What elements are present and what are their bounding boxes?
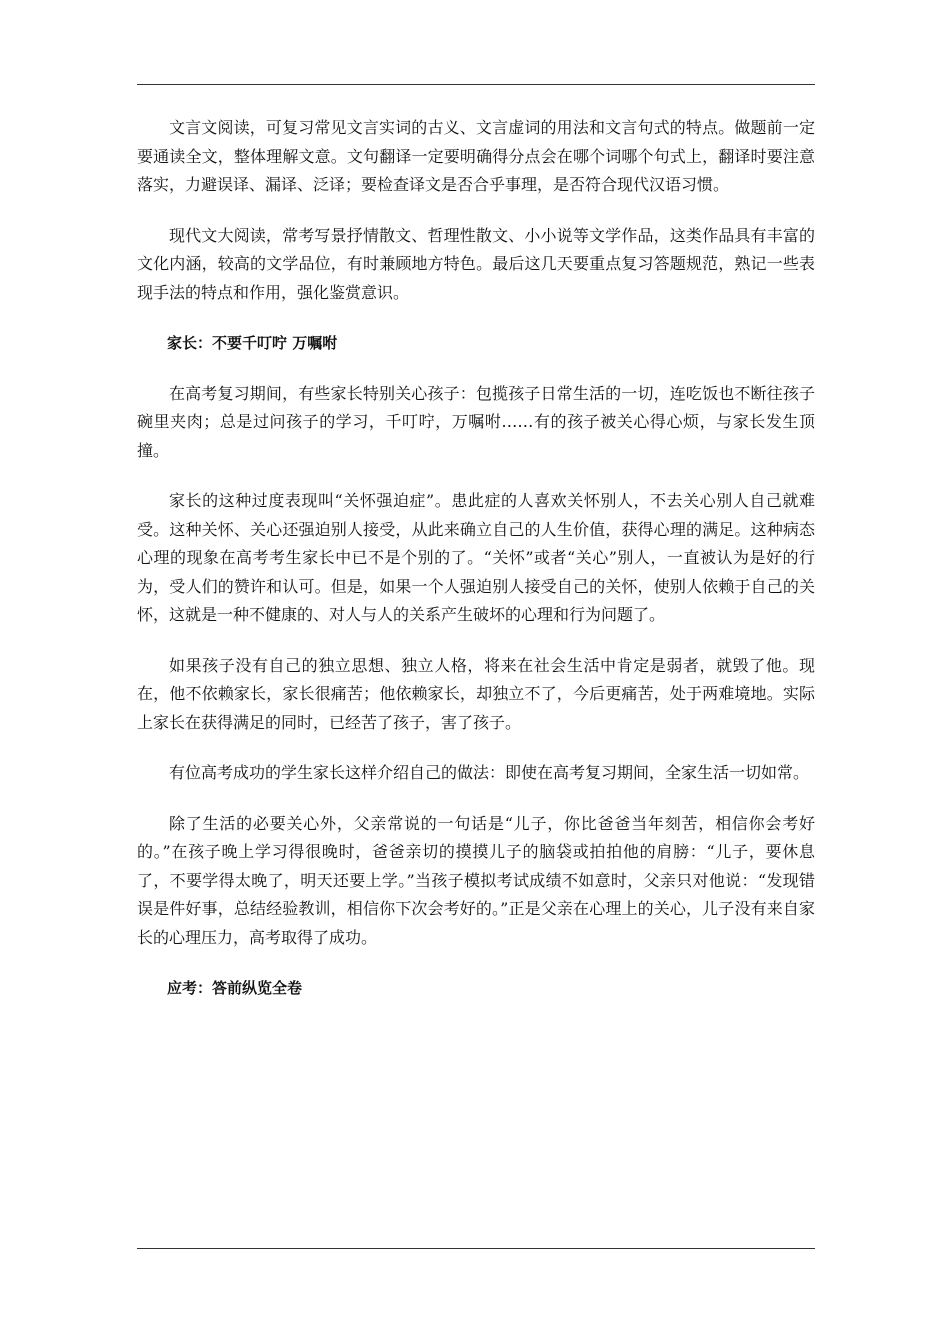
section-heading-parents: 家长：不要千叮咛 万嘱咐 [167,334,338,352]
paragraph-classical-chinese: 文言文阅读，可复习常见文言实词的古义、文言虚词的用法和文言句式的特点。做题前一定要通读全文，整体理解文意。文句翻译一定要明确得分点会在哪个词哪个句式上，翻译时要注意落实，力避误译、漏译、泛译；要检查译文是否合乎事理，是否符合现代汉语习惯。 [137,118,815,194]
paragraph-parents-1: 在高考复习期间，有些家长特别关心孩子：包揽孩子日常生活的一切，连吃饭也不断往孩子碗里夹肉；总是过问孩子的学习，千叮咛，万嘱咐……有的孩子被关心得心烦，与家长发生顶撞。 [137,383,815,460]
footer-rule [137,1248,815,1249]
paragraph-parents-5: 除了生活的必要关心外，父亲常说的一句话是“儿子，你比爸爸当年刻苦，相信你会考好的。”在孩子晚上学习得很晚时，爸爸亲切的摸摸儿子的脑袋或拍拍他的肩膀：“儿子，要休息了，不要学得太晚了，明天还要上学。”当孩子模拟考试成绩不如意时，父亲只对他说：“发现错误是件好事，总结经验教训，相信你下次会考好的。”正是父亲在心理上的关心，儿子没有来自家长的心理压力，高考取得了成功。 [137,813,815,947]
section-heading-exam: 应考：答前纵览全卷 [167,979,303,997]
paragraph-modern-reading: 现代文大阅读，常考写景抒情散文、哲理性散文、小小说等文学作品，这类作品具有丰富的文化内涵，较高的文学品位，有时兼顾地方特色。最后这几天要重点复习答题规范，熟记一些表现手法的特点和作用，强化鉴赏意识。 [137,225,815,302]
document-body [137,114,815,1025]
header-rule [137,84,815,85]
paragraph-parents-2: 家长的这种过度表现叫“关怀强迫症”。患此症的人喜欢关怀别人，不去关心别人自己就难受。这种关怀、关心还强迫别人接受，从此来确立自己的人生价值，获得心理的满足。这种病态心理的现象在高考考生家长中已不是个别的了。“关怀”或者“关心”别人，一直被认为是好的行为，受人们的赞许和认可。但是，如果一个人强迫别人接受自己的关怀，使别人依赖于自己的关怀，这就是一种不健康的、对人与人的关系产生破坏的心理和行为问题了。 [137,491,815,624]
paragraph-parents-3: 如果孩子没有自己的独立思想、独立人格，将来在社会生活中肯定是弱者，就毁了他。现在，他不依赖家长，家长很痛苦；他依赖家长，却独立不了，今后更痛苦，处于两难境地。实际上家长在获得满足的同时，已经苦了孩子，害了孩子。 [137,655,815,732]
paragraph-parents-4: 有位高考成功的学生家长这样介绍自己的做法：即使在高考复习期间，全家生活一切如常。 [169,763,810,782]
